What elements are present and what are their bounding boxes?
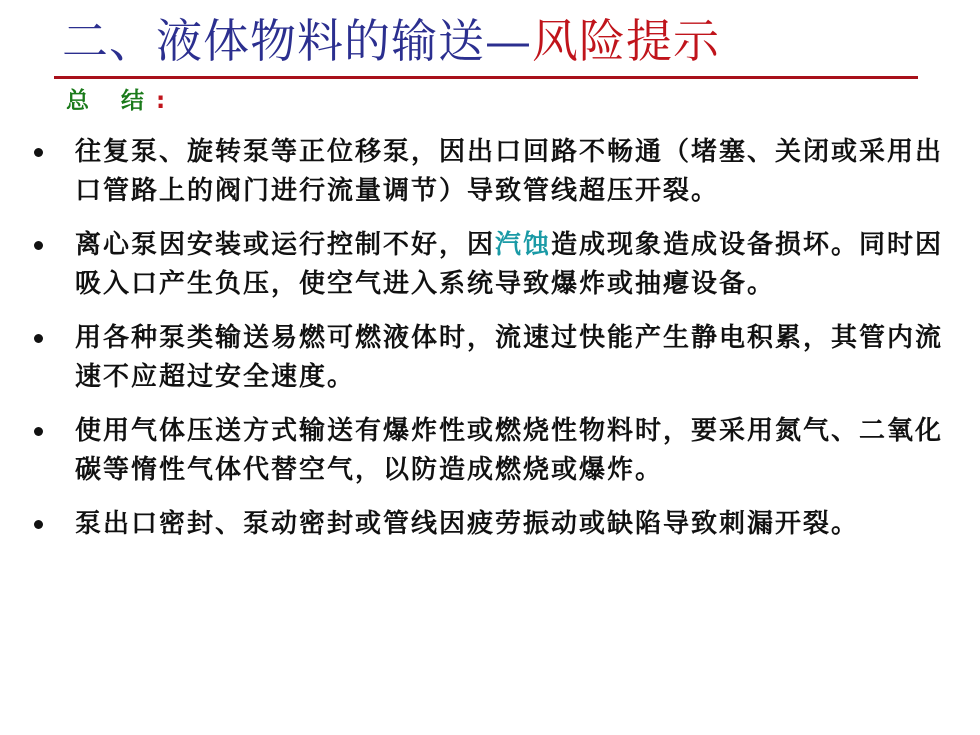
bullet-item <box>32 133 952 211</box>
bullet-item <box>32 412 952 490</box>
bullet-text: 泵出口密封、泵动密封或管线因疲劳振动或缺陷导致刺漏开裂。 <box>75 509 860 539</box>
bullet-dot-icon <box>34 427 43 436</box>
bullet-highlight: 汽蚀 <box>495 230 552 260</box>
bullet-item <box>32 505 952 544</box>
bullet-text: 使用气体压送方式输送有爆炸性或燃烧性物料时，要采用氮气、二氧化碳等惰性气体代替空气，以防造成燃烧或爆炸。 <box>75 416 944 485</box>
bullet-dot-icon <box>34 334 43 343</box>
bullet-dot-icon <box>34 520 43 529</box>
title-accent: 风险提示 <box>532 14 720 68</box>
bullet-text-after: 造成现象造成设备损坏。同时因吸入口产生负压，使空气进入系统导致爆炸或抽瘪设备。 <box>75 230 944 299</box>
bullet-list <box>32 133 952 559</box>
bullet-text: 往复泵、旋转泵等正位移泵，因出口回路不畅通（堵塞、关闭或采用出口管路上的阀门进行流量调节）导致管线超压开裂。 <box>75 137 944 206</box>
bullet-dot-icon <box>34 148 43 157</box>
bullet-item <box>32 226 952 304</box>
bullet-item <box>32 319 952 397</box>
summary-label: 总 结 <box>66 88 157 114</box>
bullet-text-before: 离心泵因安装或运行控制不好，因 <box>75 230 496 260</box>
title-main: 二、液体物料的输送— <box>62 14 532 68</box>
title-divider <box>54 76 918 79</box>
bullet-dot-icon <box>34 241 43 250</box>
summary-colon: : <box>156 88 166 114</box>
bullet-text: 用各种泵类输送易燃可燃液体时，流速过快能产生静电积累，其管内流速不应超过安全速度。 <box>75 323 944 392</box>
page-title <box>62 10 720 72</box>
summary-heading <box>66 86 165 116</box>
